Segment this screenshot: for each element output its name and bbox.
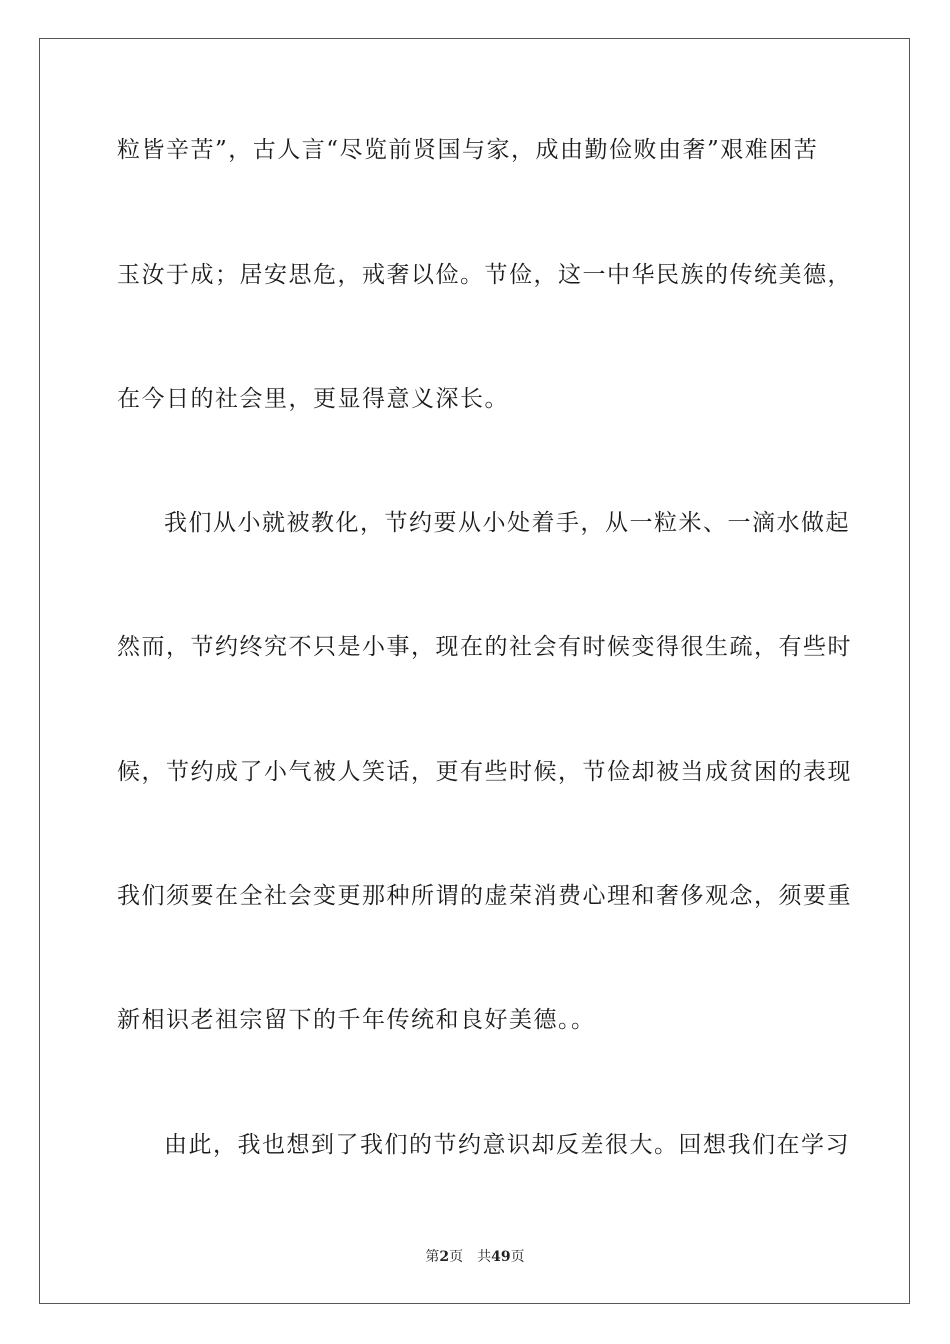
total-prefix: 共 <box>477 1249 492 1265</box>
text-line-1: 粒皆辛苦”，古人言“尽览前贤国与家，成由勤俭败由奢”艰难困苦 <box>117 137 819 163</box>
text-line-7: 我们须要在全社会变更那种所谓的虚荣消费心理和奢侈观念，须要重 <box>117 883 852 909</box>
page-suffix: 页 <box>449 1249 464 1265</box>
page-prefix: 第 <box>425 1249 440 1265</box>
text-line-4: 我们从小就被教化，节约要从小处着手，从一粒米、一滴水做起 <box>164 510 850 536</box>
text-line-2: 玉汝于成；居安思危，戒奢以俭。节俭，这一中华民族的传统美德， <box>117 262 852 288</box>
text-line-3: 在今日的社会里，更显得意义深长。 <box>117 386 509 412</box>
text-line-9: 由此，我也想到了我们的节约意识却反差很大。回想我们在学习 <box>164 1132 850 1158</box>
text-line-8: 新相识老祖宗留下的千年传统和良好美德。。 <box>117 1007 596 1033</box>
text-line-5: 然而，节约终究不只是小事，现在的社会有时候变得很生疏，有些时 <box>117 634 852 660</box>
page-number: 2 <box>439 1249 450 1265</box>
total-pages: 49 <box>491 1249 511 1265</box>
page-border <box>39 38 910 1304</box>
text-line-6: 候，节约成了小气被人笑话，更有些时候，节俭却被当成贫困的表现 <box>117 759 852 785</box>
page-footer <box>0 1248 950 1266</box>
total-suffix: 页 <box>510 1249 525 1265</box>
